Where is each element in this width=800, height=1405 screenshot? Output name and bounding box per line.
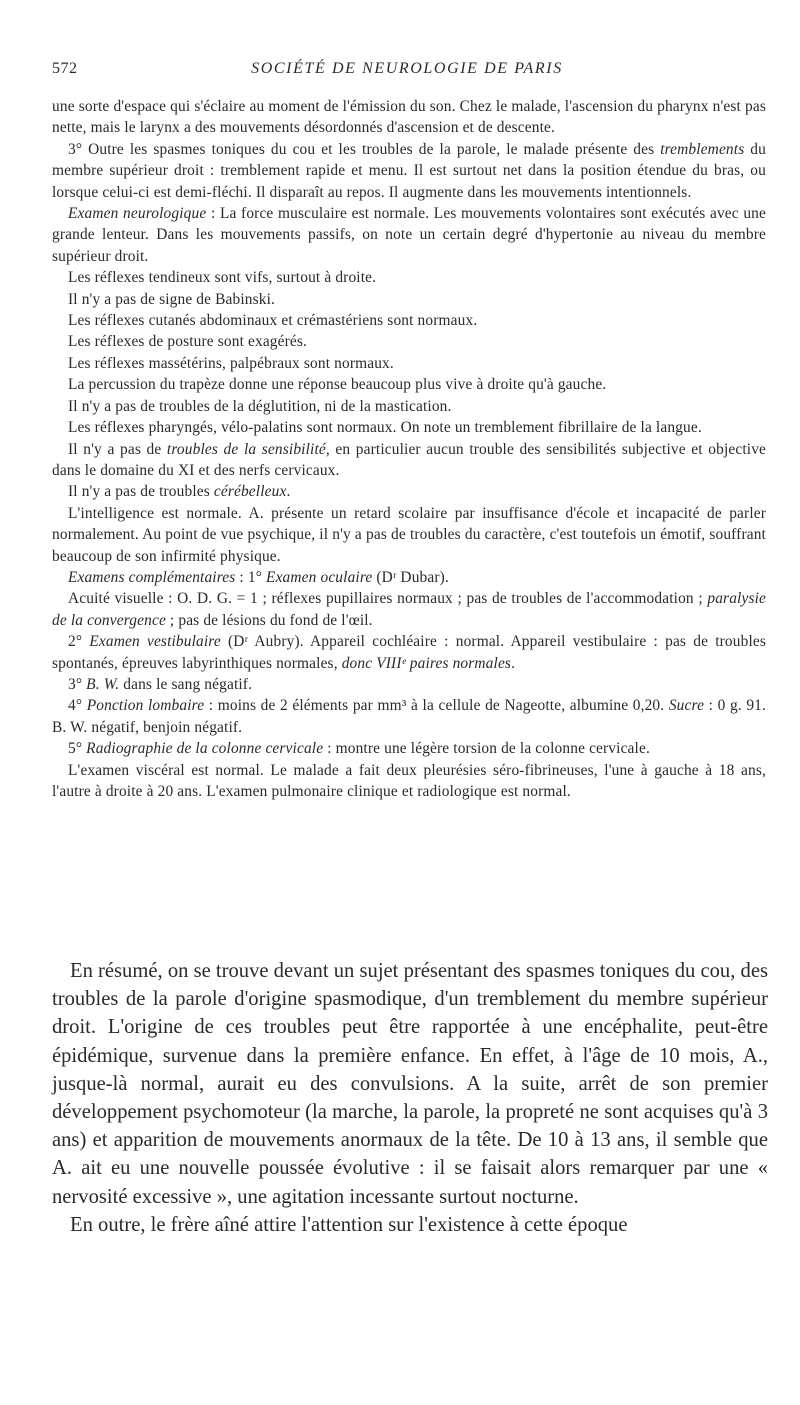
paragraph: Les réflexes tendineux sont vifs, surtout à droite. [68, 269, 377, 287]
paragraph: Les réflexes pharyngés, vélo-palatins sont normaux. On note un tremblement fibrillaire de la langue. [68, 419, 702, 437]
paragraph: En outre, le frère aîné attire l'attention sur l'existence à cette époque [70, 1213, 628, 1236]
paragraph: Les réflexes massétérins, palpébraux sont normaux. [68, 354, 394, 372]
paragraph: Il n'y a pas de signe de Babinski. [68, 290, 276, 308]
emphasis: cérébelleux [213, 483, 287, 501]
summary-large-print [52, 957, 768, 1239]
paragraph: L'intelligence est normale. A. présente un retard scolaire par insuffisance d'école et incapacité de parler normalement. Au point de vue psychique, il n'y a pas de troubles du caractère, c'est toutefois un émotif, souffrant beaucoup de son infirmité physique. [52, 504, 766, 565]
paragraph: Examen neurologique : La force musculaire est normale. Les mouvements volontaires sont exécutés avec une grande lenteur. Dans les mouvements passifs, on note un certain degré d'hypertonie au niveau du membre supérieur droit. [52, 205, 767, 265]
emphasis: tremblements [660, 140, 745, 158]
paragraph: Les réflexes cutanés abdominaux et crémastériens sont normaux. [68, 312, 478, 330]
emphasis: Radiographie de la colonne cervicale [86, 740, 324, 758]
case-report-small-print [52, 96, 766, 802]
page-header [52, 60, 762, 82]
page-number: 572 [52, 60, 78, 77]
paragraph: Examens complémentaires : 1° Examen oculaire (Dʳ Dubar). [68, 568, 449, 586]
paragraph: 3° B. W. dans le sang négatif. [68, 675, 253, 693]
paragraph: Les réflexes de posture sont exagérés. [68, 333, 308, 351]
paragraph: Il n'y a pas de troubles cérébelleux. [68, 483, 291, 501]
paragraph: une sorte d'espace qui s'éclaire au moment de l'émission du son. Chez le malade, l'ascension du pharynx n'est pas nette, mais le larynx a des mouvements désordonnés d'ascension et de descente. [52, 98, 766, 137]
emphasis: paralysie de la convergence [52, 590, 766, 629]
emphasis: B. W. [86, 675, 120, 693]
paragraph: 2° Examen vestibulaire (Dʳ Aubry). Appareil cochléaire : normal. Appareil vestibulaire : pas de troubles spontanés, épreuves labyrinthiques normales, donc VIIIᵉ paires normales. [52, 633, 767, 672]
emphasis: Ponction lombaire [86, 697, 205, 715]
emphasis: troubles de la sensibilité [166, 440, 326, 458]
emphasis: donc VIIIᵉ paires normales [341, 654, 512, 672]
emphasis: Sucre [668, 697, 705, 715]
paragraph: La percussion du trapèze donne une réponse beaucoup plus vive à droite qu'à gauche. [68, 376, 607, 394]
paragraph: 4° Ponction lombaire : moins de 2 éléments par mm³ à la cellule de Nageotte, albumine 0,20. Sucre : 0 g. 91. B. W. négatif, benjoin négatif. [52, 697, 767, 736]
paragraph: Il n'y a pas de troubles de la déglutition, ni de la mastication. [68, 397, 452, 415]
emphasis: Examen neurologique [68, 205, 207, 223]
emphasis: Examens complémentaires [68, 568, 236, 586]
emphasis: Examen oculaire [266, 568, 373, 586]
emphasis: Examen vestibulaire [89, 633, 221, 651]
paragraph: 5° Radiographie de la colonne cervicale : montre une légère torsion de la colonne cervicale. [68, 740, 650, 758]
running-title: SOCIÉTÉ DE NEUROLOGIE DE PARIS [251, 60, 563, 77]
paragraph: L'examen viscéral est normal. Le malade a fait deux pleurésies séro-fibrineuses, l'une à gauche à 18 ans, l'autre à droite à 20 ans. L'examen pulmonaire clinique et radiologique est normal. [52, 761, 766, 800]
paragraph: Il n'y a pas de troubles de la sensibilité, en particulier aucun trouble des sensibilités subjective et objective dans le domaine du XI et des nerfs cervicaux. [52, 440, 767, 479]
paragraph: 3° Outre les spasmes toniques du cou et les troubles de la parole, le malade présente des tremblements du membre supérieur droit : tremblement rapide et menu. Il est surtout net dans la position étendue du bras, ou lorsque celui-ci est demi-fléchi. Il disparaît au repos. Il augmente dans les mouvements intentionnels. [52, 140, 766, 201]
paragraph: Acuité visuelle : O. D. G. = 1 ; réflexes pupillaires normaux ; pas de troubles de l'accommodation ; paralysie de la convergence ; pas de lésions du fond de l'œil. [52, 590, 766, 629]
paragraph: En résumé, on se trouve devant un sujet présentant des spasmes toniques du cou, des troubles de la parole d'origine spasmodique, d'un tremblement du membre supérieur droit. L'origine de ces troubles peut être rapportée à une encéphalite, peut-être épidémique, survenue dans la première enfance. En effet, à l'âge de 10 mois, A., jusque-là normal, aurait eu des convulsions. A la suite, arrêt de son premier développement psychomoteur (la marche, la parole, la propreté ne sont acquises qu'à 3 ans) et apparition de mouvements anormaux de la tête. De 10 à 13 ans, il semble que A. ait eu une nouvelle poussée évolutive : il se faisait alors remarquer par une « nervosité excessive », une agitation incessante surtout nocturne. [52, 960, 768, 1208]
